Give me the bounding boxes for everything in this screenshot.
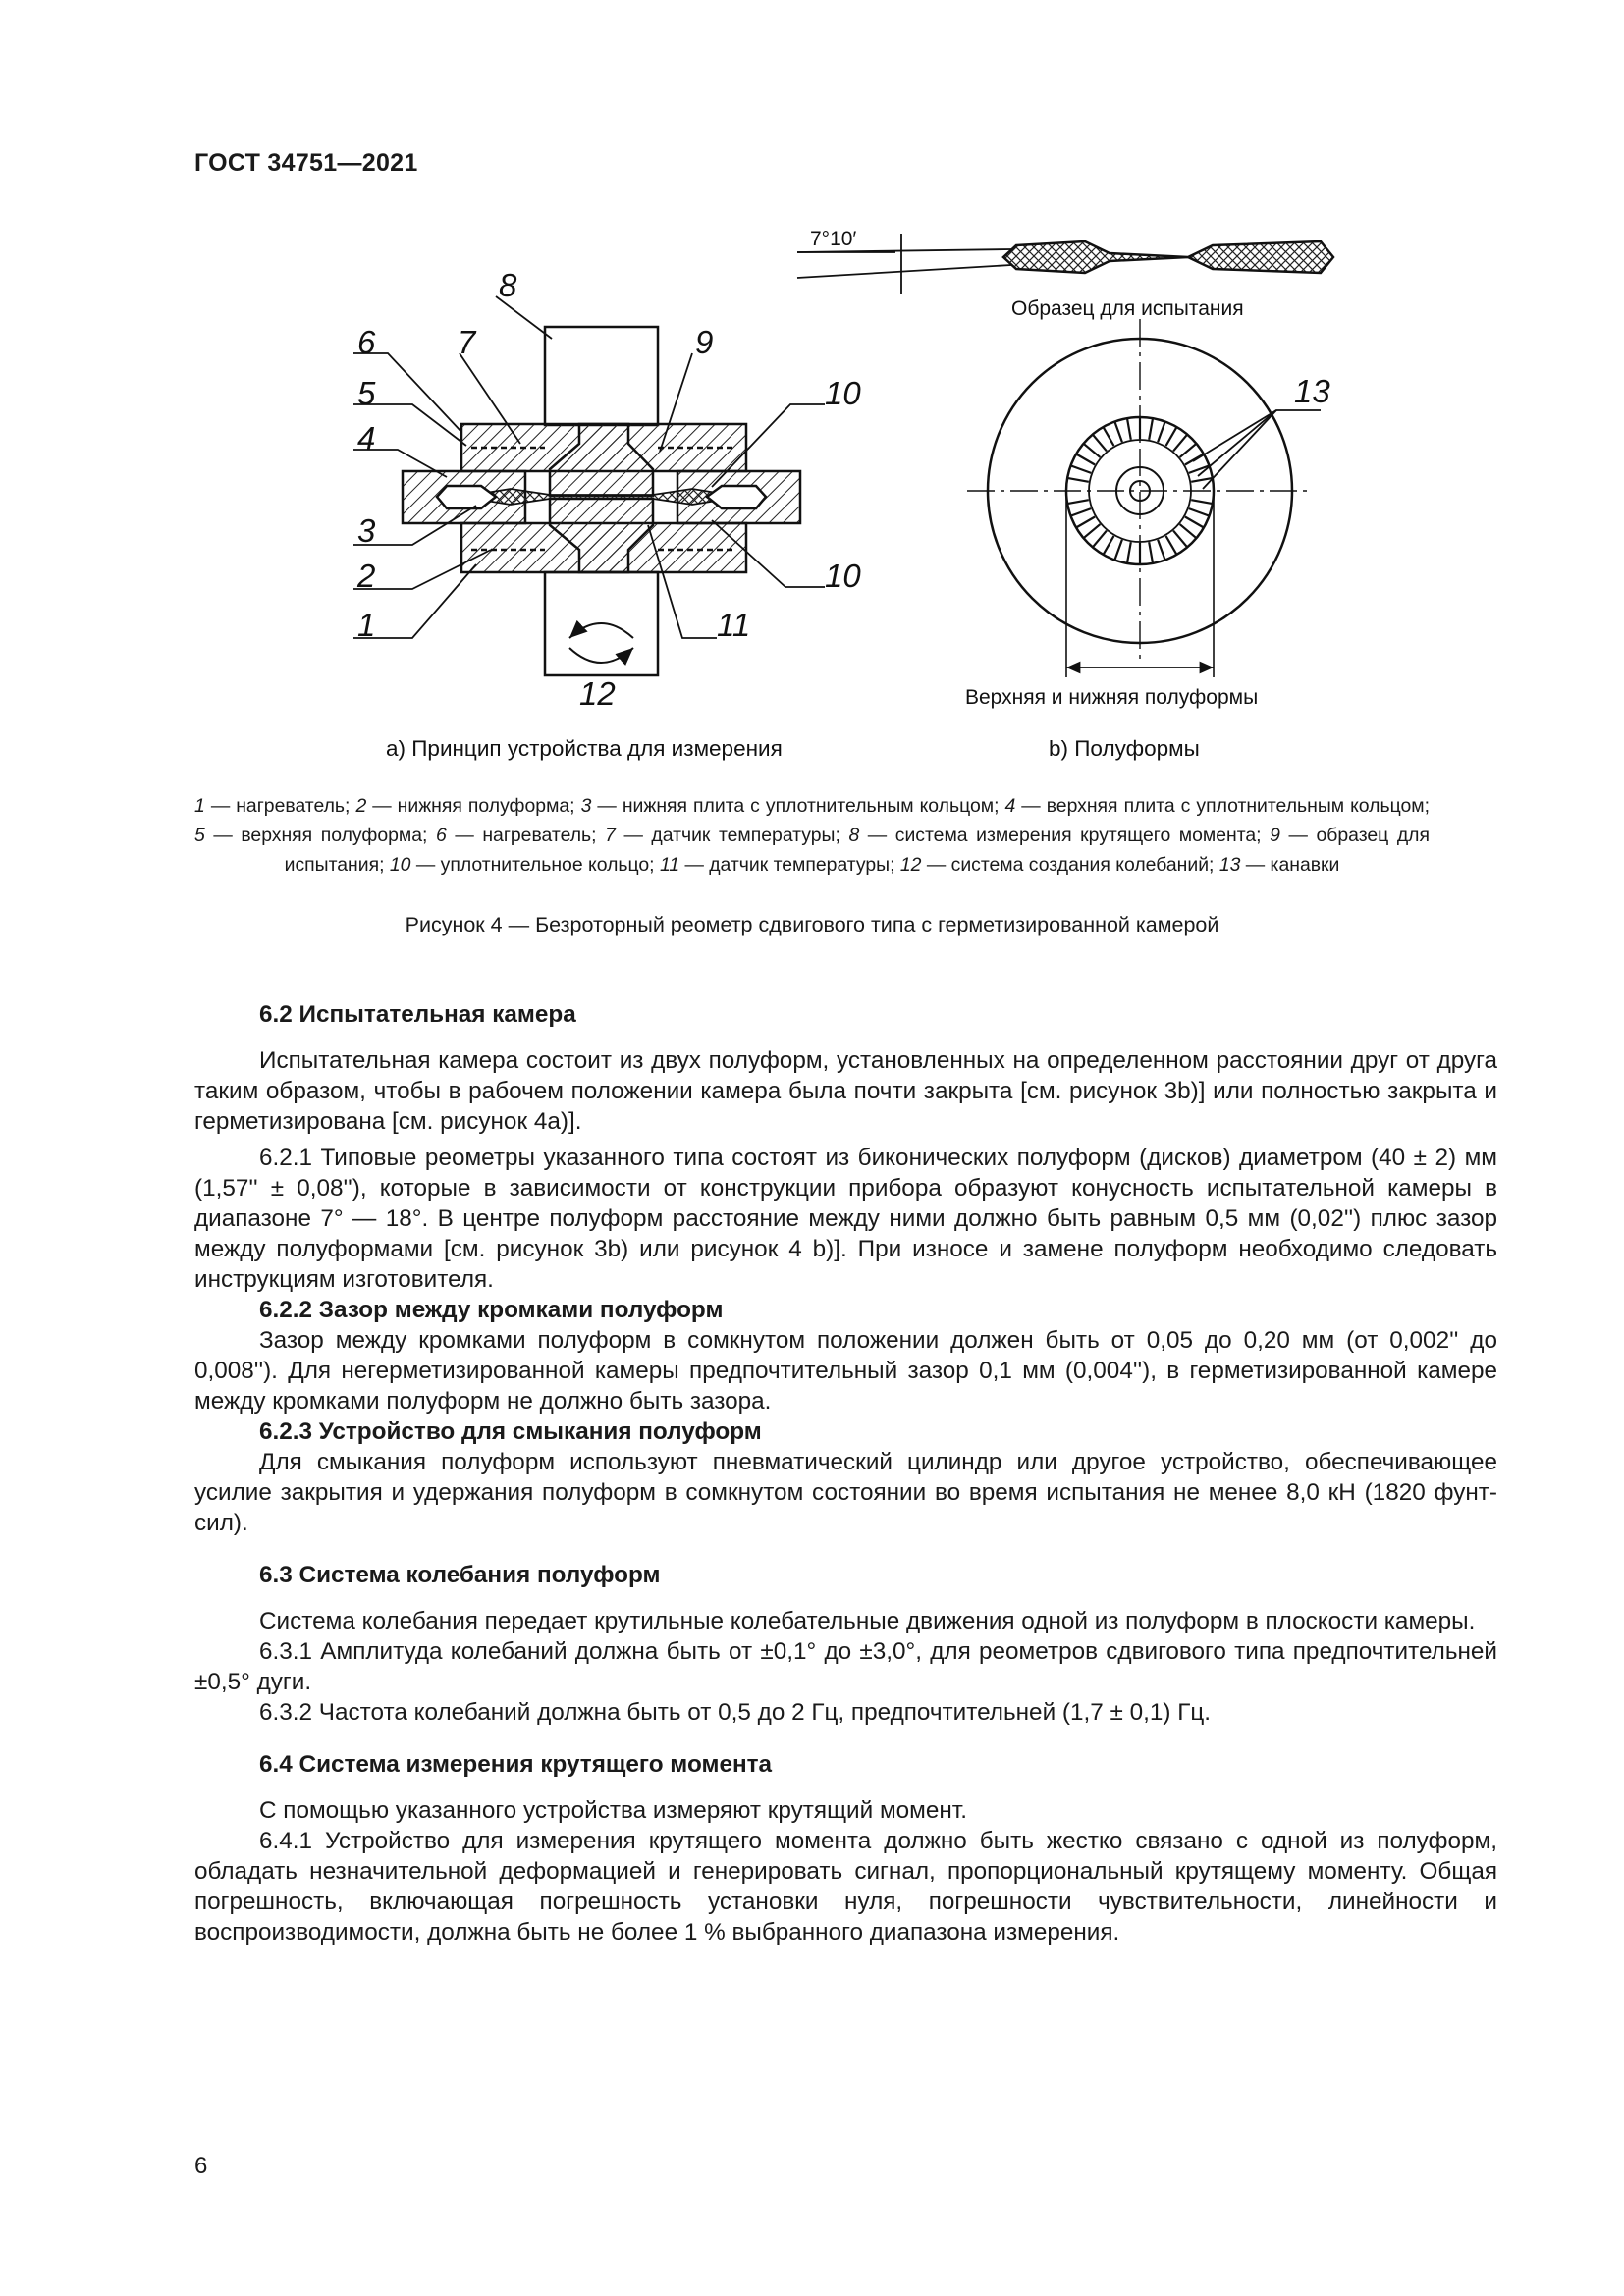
legend-text: — нижняя плита с уплотнительным кольцом; — [591, 795, 1005, 817]
legend-text: — нагреватель; — [446, 825, 606, 846]
part-label-7: 7 — [458, 324, 476, 360]
sample-label: Образец для испытания — [1011, 297, 1244, 320]
paragraph: С помощью указанного устройства измеряют крутящий момент. — [259, 1797, 967, 1824]
paragraph: Зазор между кромками полуформ в сомкнутом положении должен быть от 0,05 до 0,20 мм (от 0,002'' до 0,008''). Для негерметизированной камеры предпочтительный зазор 0,1 мм (0,004''), в герметизированной камере между кромками полуформ не должно быть зазора. — [194, 1327, 1497, 1415]
angle-label: 7°10′ — [810, 228, 857, 250]
die-top-view — [967, 319, 1321, 677]
figure-4 — [0, 0, 1624, 785]
figure-caption: Рисунок 4 — Безроторный реометр сдвигового типа с герметизированной камерой — [405, 913, 1219, 936]
part-label-11: 11 — [717, 607, 751, 643]
subcaption-b: b) Полуформы — [1049, 736, 1200, 761]
part-label-3: 3 — [357, 512, 376, 549]
paragraph: Система колебания передает крутильные колебательные движения одной из полуформ в плоскости камеры. — [259, 1608, 1476, 1634]
part-label-5: 5 — [357, 375, 376, 411]
legend-text: — канавки — [1240, 854, 1340, 876]
section-heading-6-2: 6.2 Испытательная камера — [259, 1001, 576, 1028]
part-label-8: 8 — [499, 267, 517, 303]
legend-text: — верхняя полуформа; — [204, 825, 436, 846]
part-label-12: 12 — [579, 675, 616, 712]
page-number: 6 — [194, 2153, 208, 2179]
part-label-13: 13 — [1294, 373, 1330, 409]
dies-label: Верхняя и нижняя полуформы — [965, 686, 1259, 709]
legend-num: 7 — [605, 825, 616, 846]
document-body — [194, 999, 1497, 1948]
legend-num: 3 — [580, 795, 592, 817]
paragraph: 6.3.1 Амплитуда колебаний должна быть от ±0,1° до ±3,0°, для реометров сдвигового типа предпочтительней ±0,5° дуги. — [194, 1638, 1497, 1695]
part-label-6: 6 — [357, 324, 376, 360]
subcaption-a: а) Принцип устройства для измерения — [386, 736, 783, 761]
part-label-10-upper: 10 — [825, 375, 861, 411]
part-label-4: 4 — [357, 420, 376, 456]
subsection-heading-6-2-2: 6.2.2 Зазор между кромками полуформ — [259, 1297, 724, 1323]
legend-num: 1 — [194, 795, 205, 817]
legend-num: 10 — [389, 854, 411, 876]
legend-text: — уплотнительное кольцо; — [410, 854, 660, 876]
paragraph: Для смыкания полуформ используют пневматический цилиндр или другое устройство, обеспечивающее усилие закрытия и удержания полуформ в сомкнутом состоянии во время испытания не менее 8,0 кН (1820 фунт-сил). — [194, 1449, 1497, 1536]
part-label-10-lower: 10 — [825, 558, 861, 594]
legend-num: 9 — [1270, 825, 1280, 846]
paragraph: 6.3.2 Частота колебаний должна быть от 0,5 до 2 Гц, предпочтительней (1,7 ± 0,1) Гц. — [259, 1699, 1212, 1726]
figure-legend — [194, 791, 1430, 880]
legend-num: 12 — [899, 854, 922, 876]
paragraph: 6.4.1 Устройство для измерения крутящего момента должно быть жестко связано с одной из полуформ, обладать незначительной деформацией и генерировать сигнал, пропорциональный крутящему моменту. Общая погрешность, включающая погрешность установки нуля, погрешности чувствительности, линейности и воспроизводимости, должна быть не более 1 % выбранного диапазона измерения. — [194, 1828, 1497, 1946]
legend-text: — датчик температуры; — [615, 825, 849, 846]
section-heading-6-3: 6.3 Система колебания полуформ — [259, 1562, 661, 1588]
legend-num: 6 — [436, 825, 447, 846]
legend-text: — нагреватель; — [204, 795, 356, 817]
part-label-9: 9 — [695, 324, 714, 360]
legend-num: 11 — [659, 854, 680, 876]
part-label-2: 2 — [357, 558, 376, 594]
legend-text: — образец для испытания; — [284, 825, 1430, 876]
legend-text: — датчик температуры; — [679, 854, 900, 876]
legend-num: 13 — [1218, 854, 1241, 876]
legend-num: 2 — [355, 795, 367, 817]
legend-num: 5 — [194, 825, 205, 846]
section-heading-6-4: 6.4 Система измерения крутящего момента — [259, 1751, 773, 1778]
subsection-heading-6-2-3: 6.2.3 Устройство для смыкания полуформ — [259, 1418, 762, 1445]
legend-text: — система измерения крутящего момента; — [859, 825, 1271, 846]
part-label-1: 1 — [357, 607, 376, 643]
legend-text: — система создания колебаний; — [921, 854, 1219, 876]
paragraph: Испытательная камера состоит из двух полуформ, установленных на определенном расстоянии друг от друга таким образом, чтобы в рабочем положении камера была почти закрыта [см. рисунок 3b)] или полностью закрыта и герметизирована [см. рисунок 4а)]. — [194, 1047, 1497, 1135]
sample-profile — [1003, 241, 1333, 273]
paragraph: 6.2.1 Типовые реометры указанного типа состоят из биконических полуформ (дисков) диаметром (40 ± 2) мм (1,57'' ± 0,08''), которые в зависимости от конструкции прибора образуют конусность испытательной камеры в диапазоне 7° — 18°. В центре полуформ расстояние между ними должно быть равным 0,5 мм (0,02'') плюс зазор между полуформами [см. рисунок 3b) или рисунок 4 b)]. При износе и замене полуформ необходимо следовать инструкциям изготовителя. — [194, 1145, 1497, 1293]
legend-text: — нижняя полуформа; — [366, 795, 581, 817]
legend-num: 4 — [1004, 795, 1016, 817]
legend-text: — верхняя плита с уплотнительным кольцом; — [1015, 795, 1430, 817]
document-header: ГОСТ 34751—2021 — [194, 149, 418, 177]
legend-num: 8 — [848, 825, 860, 846]
